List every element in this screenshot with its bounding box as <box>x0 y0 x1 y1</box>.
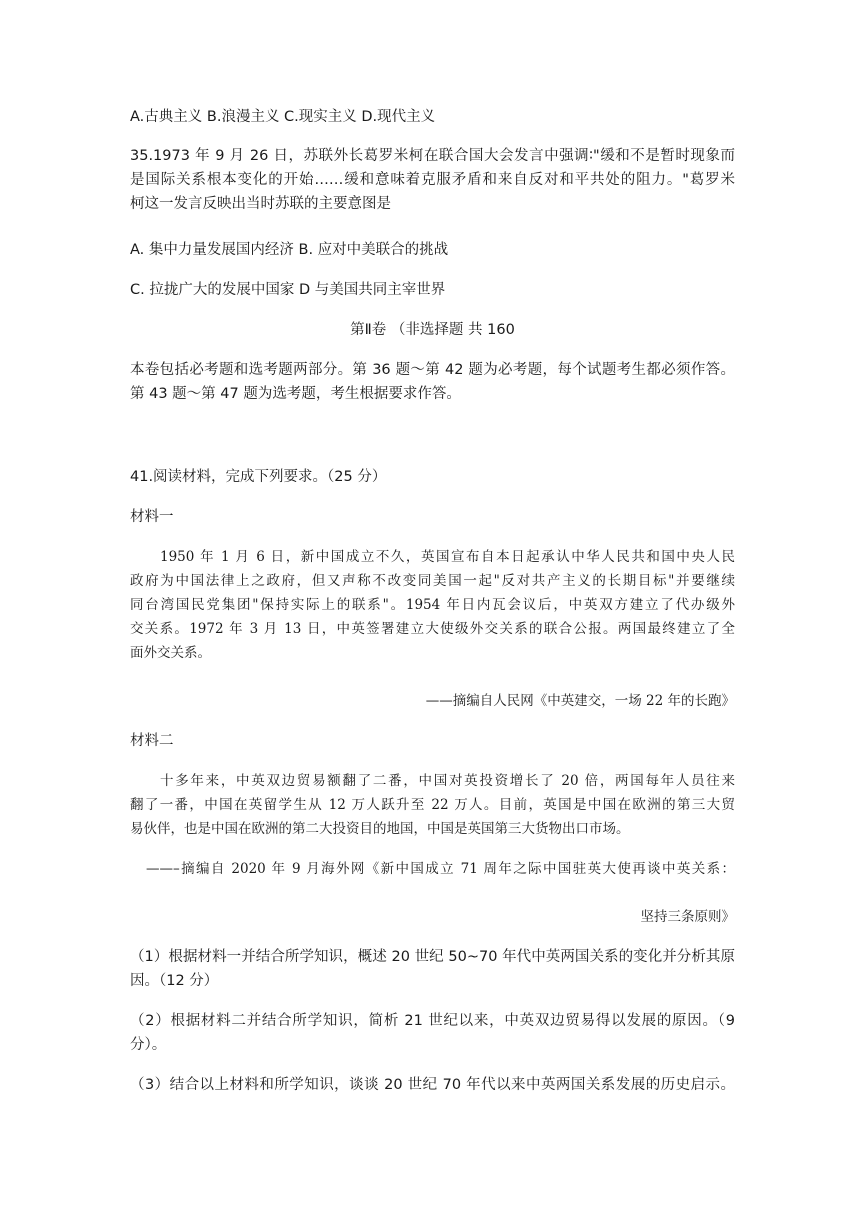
question-1-line-1: （1）根据材料一并结合所学知识，概述 20 世纪 50~70 年代中英两国关系的变化并分析其原 <box>130 949 735 965</box>
question-3-line-1: （3）结合以上材料和所学知识，谈谈 20 世纪 70 年代以来中英两国关系发展的历史启示。 <box>130 1077 735 1093</box>
q35-stem-line-3: 柯这一发言反映出当时苏联的主要意图是 <box>130 196 391 212</box>
material-1-line-2: 政府为中国法律上之政府，但又声称不改变同美国一起"反对共产主义的长期目标"并要继续 <box>130 573 735 589</box>
material-2-label: 材料二 <box>130 733 174 749</box>
question-2-line-2: 分）。 <box>130 1037 167 1053</box>
q34-options: A.古典主义 B.浪漫主义 C.现实主义 D.现代主义 <box>130 109 436 125</box>
material-1-line-4: 交关系。1972 年 3 月 13 日，中英签署建立大使级外交关系的联合公报。两国最终建立了全 <box>130 621 735 637</box>
material-2-line-1: 十多年来，中英双边贸易额翻了二番，中国对英投资增长了 20 倍，两国每年人员往来 <box>160 773 735 789</box>
q35-stem-line-1: 35.1973 年 9 月 26 日，苏联外长葛罗米柯在联合国大会发言中强调∶"缓和不是暂时现象而 <box>130 148 735 164</box>
material-1-line-5: 面外交关系。 <box>130 645 211 661</box>
material-1-source: ——摘编自人民网《中英建交，一场 22 年的长跑》 <box>425 693 735 709</box>
material-1-line-1: 1950 年 1 月 6 日，新中国成立不久，英国宣布自本日起承认中华人民共和国中央人民 <box>160 549 735 565</box>
material-2-source-line-1: ——–摘编自 2020 年 9 月海外网《新中国成立 71 周年之际中国驻英大使再谈中英关系： <box>146 861 735 877</box>
material-2-line-2: 翻了一番，中国在英留学生从 12 万人跃升至 22 万人。目前，英国是中国在欧洲的第三大贸 <box>130 797 735 813</box>
material-2-line-3: 易伙伴，也是中国在欧洲的第二大投资目的地国，中国是英国第三大货物出口市场。 <box>130 821 630 837</box>
q41-heading: 41.阅读材料，完成下列要求。（25 分） <box>130 469 387 485</box>
material-1-label: 材料一 <box>130 509 174 525</box>
q35-options-row-2: C. 拉拢广大的发展中国家 D 与美国共同主宰世界 <box>130 282 446 298</box>
question-1-line-2: 因。（12 分） <box>130 973 219 989</box>
section-2-intro-line-1: 本卷包括必考题和选考题两部分。第 36 题～第 42 题为必考题，每个试题考生都必须作答。 <box>130 362 735 378</box>
q35-options-row-1: A. 集中力量发展国内经济 B. 应对中美联合的挑战 <box>130 242 449 258</box>
q35-stem-line-2: 是国际关系根本变化的开始……缓和意味着克服矛盾和来自反对和平共处的阻力。"葛罗米 <box>130 172 735 188</box>
material-2-source-line-2: 坚持三条原则》 <box>640 909 735 925</box>
material-1-line-3: 同台湾国民党集团"保持实际上的联系"。1954 年日内瓦会议后，中英双方建立了代办级外 <box>130 597 735 613</box>
section-2-intro-line-2: 第 43 题～第 47 题为选考题，考生根据要求作答。 <box>130 386 461 402</box>
question-2-line-1: （2）根据材料二并结合所学知识，简析 21 世纪以来，中英双边贸易得以发展的原因。（9 <box>130 1013 735 1029</box>
section-2-title: 第Ⅱ卷 （非选择题 共 160 <box>350 322 515 338</box>
